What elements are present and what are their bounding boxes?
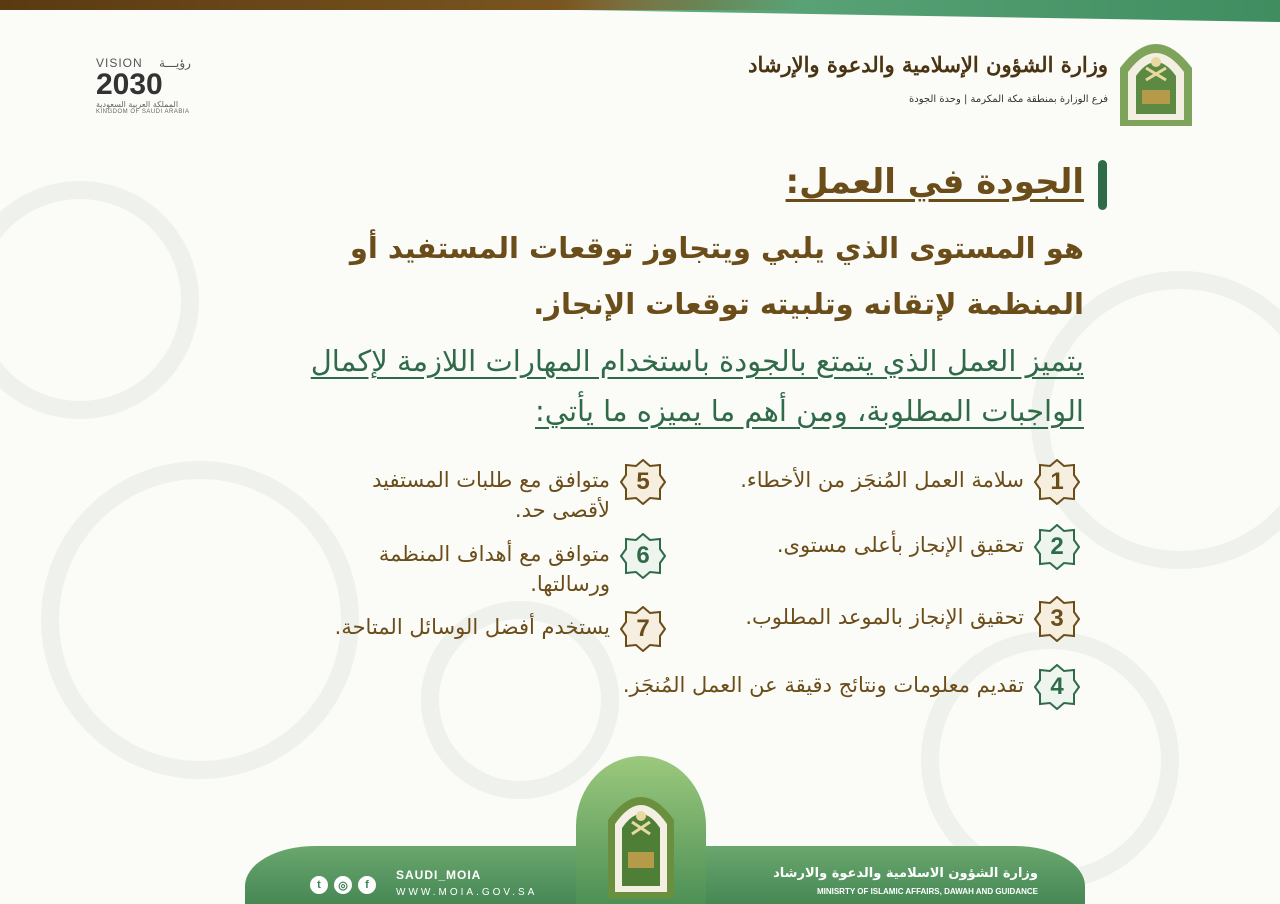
- ministry-branch: فرع الوزارة بمنطقة مكة المكرمة | وحدة الجودة: [909, 94, 1108, 105]
- badge-number: 5: [636, 468, 650, 495]
- number-badge-icon: [620, 533, 666, 579]
- item-text: متوافق مع أهداف المنظمة ورسالتها.: [378, 542, 610, 596]
- subtitle-text: يتميز العمل الذي يتمتع بالجودة باستخدام المهارات اللازمة لإكمال الواجبات المطلوبة، ومن أهم ما يميزه ما يأتي:: [310, 344, 1084, 428]
- item-text: متوافق مع طلبات المستفيد لأقصى حد.: [372, 468, 610, 522]
- ministry-name: وزارة الشؤون الإسلامية والدعوة والإرشاد: [748, 52, 1108, 77]
- list-item-2: [680, 524, 1080, 570]
- list-item-6: [316, 533, 666, 599]
- badge-number: 2: [1050, 533, 1064, 560]
- number-badge-icon: [1034, 524, 1080, 570]
- twitter-icon[interactable]: t: [310, 876, 328, 894]
- footer-ministry-emblem-icon: [606, 778, 676, 898]
- social-icons: [310, 876, 376, 894]
- item-text: تحقيق الإنجاز بالموعد المطلوب.: [745, 605, 1024, 629]
- item-text: يستخدم أفضل الوسائل المتاحة.: [334, 615, 610, 639]
- ministry-emblem-icon: [1116, 28, 1196, 126]
- facebook-icon[interactable]: f: [358, 876, 376, 894]
- list-item-5: [316, 459, 666, 525]
- definition-text: هو المستوى الذي يلبي ويتجاوز توقعات المستفيد أو المنظمة لإتقانه وتلبيته توقعات الإنجاز.: [349, 231, 1084, 321]
- number-badge-icon: [1034, 664, 1080, 710]
- top-decorative-stripe-brown: [0, 0, 800, 10]
- item-text: سلامة العمل المُنجَز من الأخطاء.: [740, 468, 1024, 492]
- vision-kingdom-en: KINGDOM OF SAUDI ARABIA: [96, 109, 190, 115]
- number-badge-icon: [620, 459, 666, 505]
- instagram-icon[interactable]: ◎: [334, 876, 352, 894]
- list-item-3: [680, 596, 1080, 642]
- badge-number: 3: [1050, 605, 1064, 632]
- list-item-1: [680, 459, 1080, 505]
- item-text: تقديم معلومات ونتائج دقيقة عن العمل المُنجَز.: [622, 673, 1024, 697]
- number-badge-icon: [1034, 596, 1080, 642]
- title-accent-bar: [1098, 160, 1107, 210]
- badge-number: 7: [636, 615, 650, 642]
- badge-number: 6: [636, 542, 650, 569]
- list-item-4: [520, 664, 1080, 710]
- footer-ministry-name-en: MINISRTY OF ISLAMIC AFFAIRS, DAWAH AND GUIDANCE: [816, 887, 1038, 896]
- number-badge-icon: [1034, 459, 1080, 505]
- badge-number: 1: [1050, 468, 1064, 495]
- vision-label-en: VISION: [96, 56, 143, 70]
- badge-number: 4: [1050, 673, 1064, 700]
- number-badge-icon: [620, 606, 666, 652]
- vision-label-ar: رؤيـــة: [159, 56, 191, 70]
- page-title: الجودة في العمل:: [785, 162, 1084, 202]
- website-link[interactable]: WWW.MOIA.GOV.SA: [396, 887, 538, 898]
- vision-year: 2030: [96, 68, 163, 101]
- list-item-7: [286, 606, 666, 652]
- vision-2030-logo: [96, 56, 206, 126]
- footer-ministry-name-ar: وزارة الشؤون الاسلامية والدعوة والارشاد: [773, 866, 1038, 881]
- social-handle[interactable]: SAUDI_MOIA: [396, 868, 482, 882]
- item-text: تحقيق الإنجاز بأعلى مستوى.: [776, 533, 1024, 557]
- vision-kingdom-ar: المملكة العربية السعودية: [96, 100, 179, 109]
